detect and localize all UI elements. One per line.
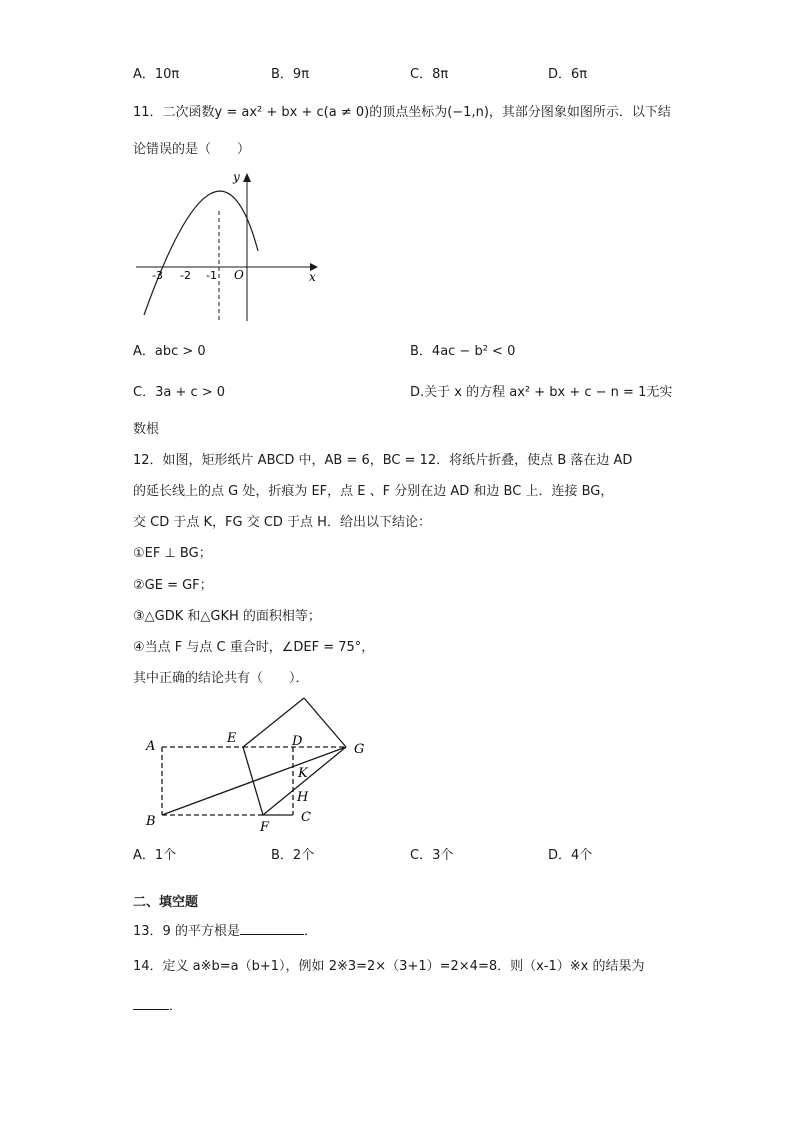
q14-end: ．: [169, 999, 183, 1014]
y-axis-arrow: [243, 173, 251, 182]
q12-stem-line2: 的延长线上的点 G 处，折痕为 EF，点 E 、F 分别在边 AD 和边 BC 上．连接 BG，: [133, 484, 614, 499]
q11-stem-line1: 11．二次函数y = ax² + bx + c(a ≠ 0)的顶点坐标为(−1,n)，其部分图象如图所示．以下结: [133, 105, 671, 120]
q13-end: ．: [303, 924, 317, 939]
tick-label-minus1: -1: [206, 269, 217, 282]
q11-option-d[interactable]: D.关于 x 的方程 ax² + bx + c − n = 1无实: [410, 385, 673, 400]
section-heading-fill-in: 二、填空题: [133, 895, 199, 910]
q12-stem-line3: 交 CD 于点 K，FG 交 CD 于点 H．给出以下结论：: [133, 515, 431, 530]
q14-answer-blank[interactable]: [133, 995, 169, 1010]
q10-option-d[interactable]: D．6π: [548, 67, 588, 82]
q12-folding-figure: [140, 690, 380, 840]
q11-option-b[interactable]: B．4ac − b² < 0: [410, 344, 516, 359]
q13: [133, 920, 317, 941]
q12-conclusion-3: ③△GDK 和△GKH 的面积相等；: [133, 609, 321, 624]
q10-option-a[interactable]: A．10π: [133, 67, 180, 82]
point-label-E: E: [227, 731, 237, 746]
q11-option-c[interactable]: C．3a + c > 0: [133, 385, 226, 400]
parabola-curve: [144, 191, 258, 315]
point-label-K: K: [298, 766, 308, 781]
q12-question: 其中正确的结论共有（ ）．: [133, 671, 309, 686]
q12-option-a[interactable]: A．1个: [133, 848, 177, 863]
point-label-H: H: [297, 790, 309, 805]
point-label-D: D: [292, 734, 303, 749]
point-label-G: G: [354, 742, 365, 757]
segment-EF: [243, 747, 263, 815]
q11-stem-line2: 论错误的是（ ）: [133, 142, 251, 157]
q12-conclusion-1: ①EF ⊥ BG；: [133, 546, 212, 561]
q11-option-a[interactable]: A．abc > 0: [133, 344, 206, 359]
q13-text: 13．9 的平方根是: [133, 924, 240, 939]
label-x: x: [309, 270, 316, 284]
segment-BG: [162, 747, 346, 815]
point-label-F: F: [260, 820, 270, 835]
q12-option-d[interactable]: D．4个: [548, 848, 593, 863]
point-label-A: A: [146, 739, 156, 754]
point-label-B: B: [146, 814, 156, 829]
q12-stem-line1: 12．如图，矩形纸片 ABCD 中，AB = 6，BC = 12．将纸片折叠，使点 B 落在边 AD: [133, 453, 633, 468]
label-origin: O: [234, 268, 244, 282]
q11-parabola-graph: [130, 165, 330, 325]
q12-option-b[interactable]: B．2个: [271, 848, 315, 863]
q14-stem-line1: 14．定义 a※b=a（b+1），例如 2※3=2×（3+1）=2×4=8．则（x-1）※x 的结果为: [133, 959, 645, 974]
point-label-C: C: [301, 810, 311, 825]
q11-option-d-continued: 数根: [133, 422, 160, 437]
tick-label-minus2: -2: [180, 269, 191, 282]
q12-conclusion-4: ④当点 F 与点 C 重合时，∠DEF = 75°，: [133, 640, 375, 655]
q12-option-c[interactable]: C．3个: [410, 848, 454, 863]
q14-line2: [133, 995, 182, 1016]
q10-option-c[interactable]: C．8π: [410, 67, 449, 82]
q13-answer-blank[interactable]: [240, 920, 304, 935]
segment-top-G: [304, 698, 346, 747]
q10-option-b[interactable]: B．9π: [271, 67, 310, 82]
q12-conclusion-2: ②GE = GF；: [133, 578, 213, 593]
label-y: y: [233, 170, 240, 184]
tick-label-minus3: -3: [152, 269, 163, 282]
